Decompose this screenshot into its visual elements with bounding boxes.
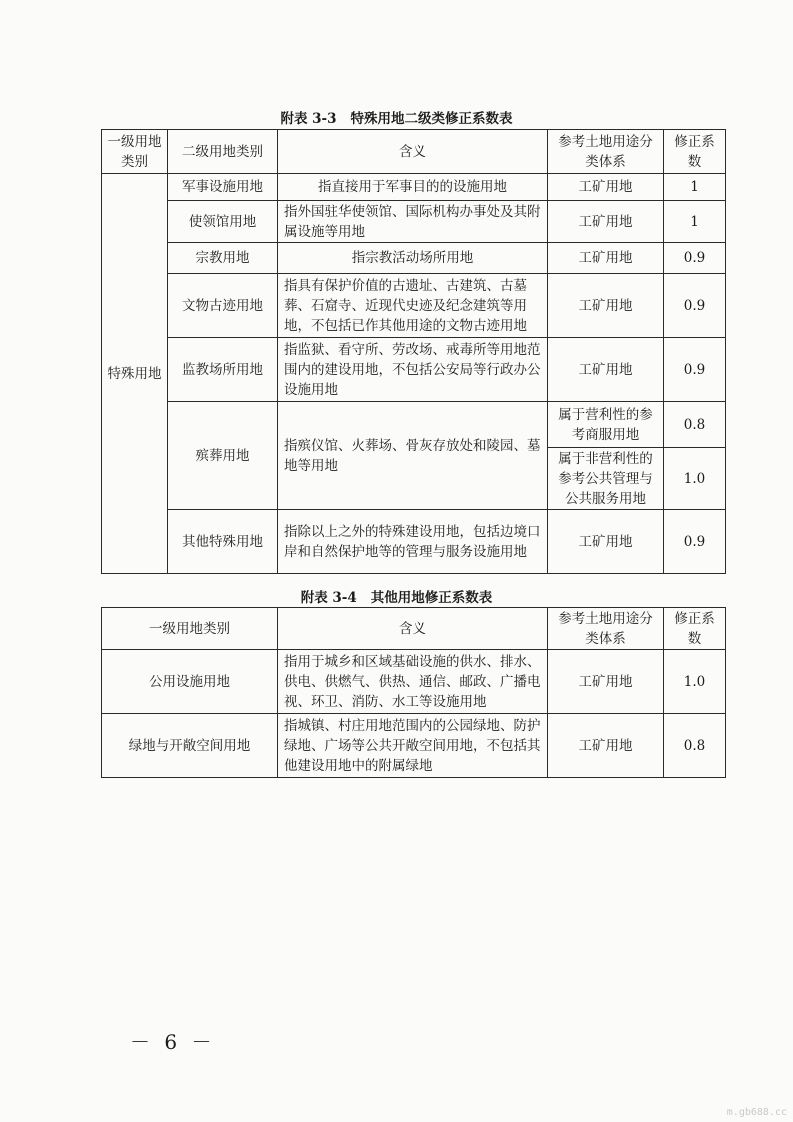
coef-cell: 1 — [664, 201, 726, 243]
level2-cell: 殡葬用地 — [168, 402, 278, 510]
coef-cell: 1.0 — [664, 650, 726, 714]
ref-cell: 工矿用地 — [548, 338, 664, 402]
coef-cell: 0.9 — [664, 243, 726, 274]
coef-cell: 1 — [664, 174, 726, 201]
ref-cell: 属于营利性的参考商服用地 — [548, 402, 664, 448]
meaning-cell: 指具有保护价值的古遗址、古建筑、古墓葬、石窟寺、近现代史迹及纪念建筑等用地，不包括已作其他用途的文物古迹用地 — [278, 274, 548, 338]
header-ref: 参考土地用途分类体系 — [548, 130, 664, 174]
header-meaning: 含义 — [278, 130, 548, 174]
level2-cell: 军事设施用地 — [168, 174, 278, 201]
level1-special-cell: 特殊用地 — [102, 174, 168, 574]
meaning-cell: 指宗教活动场所用地 — [278, 243, 548, 274]
header-level1: 一级用地类别 — [102, 130, 168, 174]
table-row — [102, 243, 726, 274]
ref-cell: 工矿用地 — [548, 243, 664, 274]
table-3-3-caption — [0, 107, 793, 127]
table-header-row — [102, 130, 726, 174]
meaning-cell: 指殡仪馆、火葬场、骨灰存放处和陵园、墓地等用地 — [278, 402, 548, 510]
table-row — [102, 650, 726, 714]
level2-cell: 监教场所用地 — [168, 338, 278, 402]
page-number: － 6 － — [130, 1030, 216, 1054]
header-coef: 修正系数 — [664, 130, 726, 174]
level2-cell: 其他特殊用地 — [168, 510, 278, 574]
caption-title: 其他用地修正系数表 — [370, 590, 493, 606]
header-meaning: 含义 — [278, 608, 548, 650]
table-row — [102, 510, 726, 574]
header-level1: 一级用地类别 — [102, 608, 278, 650]
coef-cell: 0.9 — [664, 338, 726, 402]
level1-cell: 公用设施用地 — [102, 650, 278, 714]
watermark-text: m.gb688.cc — [726, 1107, 787, 1118]
ref-cell: 工矿用地 — [548, 274, 664, 338]
level2-cell: 宗教用地 — [168, 243, 278, 274]
other-land-table — [101, 607, 726, 778]
header-ref: 参考土地用途分类体系 — [548, 608, 664, 650]
table-row — [102, 174, 726, 201]
level2-cell: 使领馆用地 — [168, 201, 278, 243]
level1-cell: 绿地与开敞空间用地 — [102, 714, 278, 778]
caption-number: 附表 3-3 — [280, 111, 337, 127]
table-row — [102, 714, 726, 778]
meaning-cell: 指除以上之外的特殊建设用地，包括边境口岸和自然保护地等的管理与服务设施用地 — [278, 510, 548, 574]
coef-cell: 0.9 — [664, 510, 726, 574]
table-header-row — [102, 608, 726, 650]
ref-cell: 属于非营利性的参考公共管理与公共服务用地 — [548, 448, 664, 510]
header-coef: 修正系数 — [664, 608, 726, 650]
meaning-cell: 指直接用于军事目的的设施用地 — [278, 174, 548, 201]
table-row — [102, 338, 726, 402]
table-3-4-caption — [0, 586, 793, 606]
coef-cell: 0.8 — [664, 714, 726, 778]
coef-cell: 0.9 — [664, 274, 726, 338]
table-row — [102, 402, 726, 448]
meaning-cell: 指城镇、村庄用地范围内的公园绿地、防护绿地、广场等公共开敞空间用地，不包括其他建设用地中的附属绿地 — [278, 714, 548, 778]
coef-cell: 0.8 — [664, 402, 726, 448]
meaning-cell: 指监狱、看守所、劳改场、戒毒所等用地范围内的建设用地，不包括公安局等行政办公设施用地 — [278, 338, 548, 402]
header-level2: 二级用地类别 — [168, 130, 278, 174]
meaning-cell: 指用于城乡和区域基础设施的供水、排水、供电、供燃气、供热、通信、邮政、广播电视、环卫、消防、水工等设施用地 — [278, 650, 548, 714]
special-land-table — [101, 129, 726, 574]
level2-cell: 文物古迹用地 — [168, 274, 278, 338]
meaning-cell: 指外国驻华使领馆、国际机构办事处及其附属设施等用地 — [278, 201, 548, 243]
table-row — [102, 274, 726, 338]
caption-title: 特殊用地二级类修正系数表 — [350, 111, 513, 127]
table-row — [102, 201, 726, 243]
ref-cell: 工矿用地 — [548, 714, 664, 778]
ref-cell: 工矿用地 — [548, 510, 664, 574]
ref-cell: 工矿用地 — [548, 650, 664, 714]
ref-cell: 工矿用地 — [548, 201, 664, 243]
coef-cell: 1.0 — [664, 448, 726, 510]
caption-number: 附表 3-4 — [300, 590, 357, 606]
ref-cell: 工矿用地 — [548, 174, 664, 201]
